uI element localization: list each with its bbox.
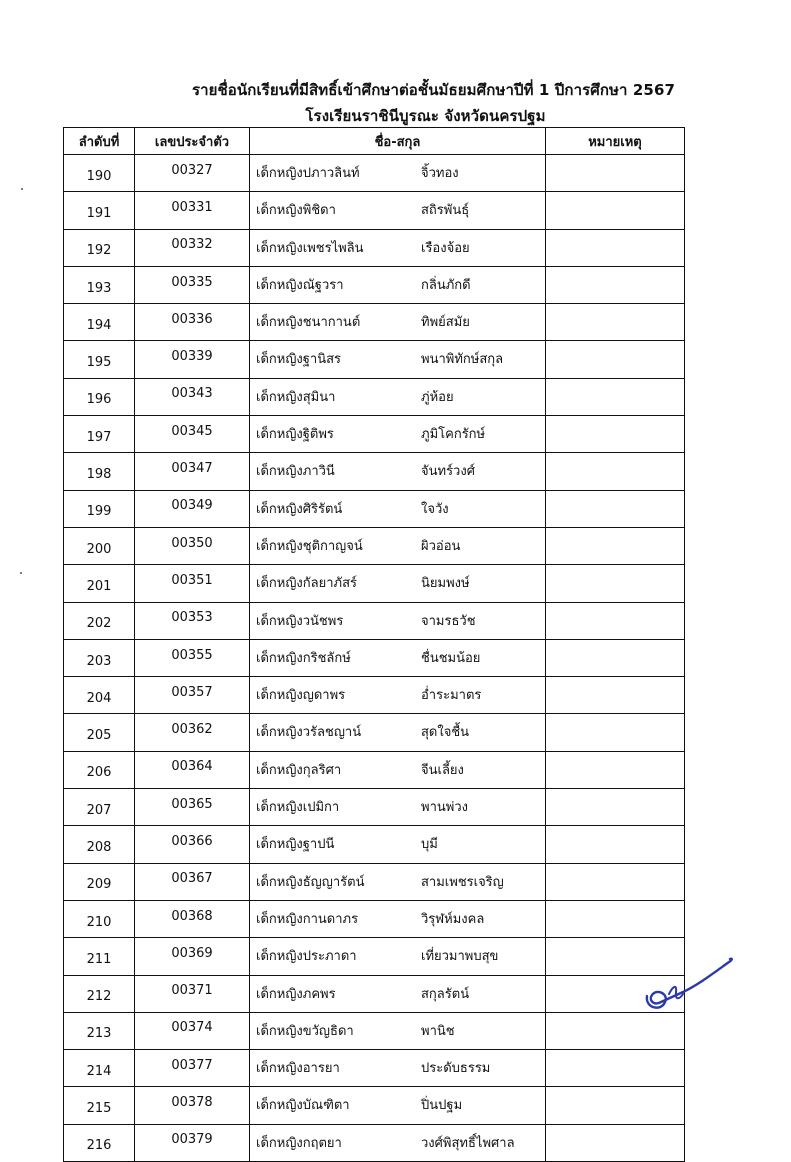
cell-full-name: [250, 155, 546, 192]
table-header-row: [64, 128, 685, 155]
cell-full-name: [250, 789, 546, 826]
cell-remark: [546, 378, 685, 415]
cell-student-id: 00368: [135, 900, 250, 937]
cell-remark: [546, 789, 685, 826]
header-student-id: เลขประจำตัว: [135, 128, 250, 155]
cell-remark: [546, 490, 685, 527]
cell-full-name: [250, 527, 546, 564]
first-name: เด็กหญิงวรัลชญาน์: [256, 725, 362, 741]
cell-student-id: 00366: [135, 826, 250, 863]
table-row: [64, 527, 685, 564]
table-row: [64, 341, 685, 378]
table-row: [64, 1087, 685, 1124]
cell-order-number: 204: [64, 677, 135, 714]
first-name: เด็กหญิงภคพร: [256, 986, 336, 1002]
cell-full-name: [250, 1050, 546, 1087]
first-name: เด็กหญิงกานดาภร: [256, 911, 359, 927]
last-name: พานิช: [421, 1023, 455, 1039]
first-name: เด็กหญิงกุลริศา: [256, 762, 342, 778]
cell-student-id: 00379: [135, 1124, 250, 1161]
document-title: รายชื่อนักเรียนที่มีสิทธิ์เข้าศึกษาต่อชั้นมัธยมศึกษาปีที่ 1 ปีการศึกษา 2567: [191, 81, 676, 99]
cell-full-name: [250, 304, 546, 341]
cell-order-number: 197: [64, 416, 135, 453]
scan-speck: [21, 188, 23, 190]
first-name: เด็กหญิงธัญญารัตน์: [256, 874, 365, 890]
first-name: เด็กหญิงปภาวลินท์: [256, 166, 360, 181]
table-row: [64, 490, 685, 527]
table-row: [64, 789, 685, 826]
first-name: เด็กหญิงสุมินา: [256, 389, 336, 405]
first-name: เด็กหญิงวนัชพร: [256, 613, 344, 629]
cell-full-name: [250, 602, 546, 639]
table-row: [64, 639, 685, 676]
cell-order-number: 208: [64, 826, 135, 863]
last-name: สกุลรัตน์: [421, 986, 470, 1002]
cell-student-id: 00339: [135, 341, 250, 378]
cell-order-number: 201: [64, 565, 135, 602]
cell-remark: [546, 453, 685, 490]
cell-student-id: 00335: [135, 266, 250, 303]
first-name: เด็กหญิงกริชลักษ์: [256, 650, 351, 666]
first-name: เด็กหญิงกฤตยา: [256, 1135, 342, 1151]
table-row: [64, 1012, 685, 1049]
cell-remark: [546, 527, 685, 564]
cell-remark: [546, 863, 685, 900]
cell-remark: [546, 714, 685, 751]
table-row: [64, 751, 685, 788]
cell-order-number: 214: [64, 1050, 135, 1087]
last-name: อ่ำระมาตร: [421, 688, 482, 704]
header-remark: หมายเหตุ: [546, 128, 685, 155]
cell-order-number: 212: [64, 975, 135, 1012]
handwritten-signature: [643, 950, 738, 1015]
cell-remark: [546, 1087, 685, 1124]
roster-body: [64, 155, 685, 1162]
cell-remark: [546, 341, 685, 378]
cell-remark: [546, 416, 685, 453]
table-row: [64, 714, 685, 751]
cell-full-name: [250, 490, 546, 527]
cell-student-id: 00365: [135, 789, 250, 826]
first-name: เด็กหญิงขวัญธิดา: [256, 1023, 354, 1039]
last-name: บุมี: [421, 837, 438, 853]
cell-order-number: 200: [64, 527, 135, 564]
first-name: เด็กหญิงฐาปนี: [256, 837, 335, 853]
cell-remark: [546, 229, 685, 266]
cell-order-number: 210: [64, 900, 135, 937]
cell-full-name: [250, 751, 546, 788]
last-name: กลิ่นภักดี: [421, 277, 471, 293]
first-name: เด็กหญิงณัฐวรา: [256, 277, 344, 293]
cell-student-id: 00378: [135, 1087, 250, 1124]
cell-full-name: [250, 378, 546, 415]
cell-student-id: 00349: [135, 490, 250, 527]
table-row: [64, 826, 685, 863]
first-name: เด็กหญิงประภาดา: [256, 949, 357, 965]
first-name: เด็กหญิงศิริรัตน์: [256, 501, 343, 517]
table-row: [64, 938, 685, 975]
cell-full-name: [250, 1012, 546, 1049]
table-row: [64, 304, 685, 341]
cell-order-number: 190: [64, 155, 135, 192]
cell-remark: [546, 900, 685, 937]
last-name: จันทร์วงศ์: [421, 464, 475, 480]
last-name: ใจวัง: [421, 501, 449, 517]
cell-order-number: 198: [64, 453, 135, 490]
table-row: [64, 565, 685, 602]
last-name: เที่ยวมาพบสุข: [421, 949, 499, 965]
cell-student-id: 00347: [135, 453, 250, 490]
cell-order-number: 194: [64, 304, 135, 341]
last-name: จีนเลี้ยง: [421, 762, 464, 778]
table-row: [64, 602, 685, 639]
cell-student-id: 00351: [135, 565, 250, 602]
last-name: ภูมิโคกรักษ์: [421, 427, 486, 443]
cell-full-name: [250, 565, 546, 602]
cell-remark: [546, 266, 685, 303]
first-name: เด็กหญิงชุติกาญจน์: [256, 538, 363, 554]
table-row: [64, 155, 685, 192]
cell-student-id: 00350: [135, 527, 250, 564]
scan-speck: [20, 572, 22, 574]
cell-order-number: 207: [64, 789, 135, 826]
last-name: เรืองจ้อย: [421, 240, 470, 256]
cell-full-name: [250, 938, 546, 975]
cell-order-number: 191: [64, 192, 135, 229]
document-subtitle: โรงเรียนราชินีบูรณะ จังหวัดนครปฐม: [305, 107, 546, 125]
cell-student-id: 00345: [135, 416, 250, 453]
cell-order-number: 215: [64, 1087, 135, 1124]
cell-order-number: 196: [64, 378, 135, 415]
cell-full-name: [250, 229, 546, 266]
student-roster-table: [63, 127, 685, 1162]
cell-student-id: 00336: [135, 304, 250, 341]
cell-full-name: [250, 192, 546, 229]
table-row: [64, 1124, 685, 1161]
table-row: [64, 229, 685, 266]
first-name: เด็กหญิงกัลยาภัสร์: [256, 576, 357, 592]
cell-student-id: 00377: [135, 1050, 250, 1087]
last-name: วงศ์พิสุทธิ์ไพศาล: [421, 1135, 515, 1151]
first-name: เด็กหญิงพิชิดา: [256, 203, 336, 219]
cell-order-number: 211: [64, 938, 135, 975]
last-name: จามรธวัช: [421, 613, 476, 629]
last-name: สุดใจชื้น: [421, 725, 470, 741]
cell-student-id: 00369: [135, 938, 250, 975]
cell-order-number: 199: [64, 490, 135, 527]
cell-order-number: 195: [64, 341, 135, 378]
first-name: เด็กหญิงบัณฑิตา: [256, 1098, 350, 1114]
table-row: [64, 453, 685, 490]
table-row: [64, 863, 685, 900]
table-row: [64, 975, 685, 1012]
cell-full-name: [250, 900, 546, 937]
last-name: พานพ่วง: [421, 800, 468, 816]
cell-student-id: 00357: [135, 677, 250, 714]
cell-order-number: 209: [64, 863, 135, 900]
last-name: สามเพชรเจริญ: [421, 874, 504, 890]
first-name: เด็กหญิงฐิติพร: [256, 427, 334, 443]
cell-remark: [546, 1012, 685, 1049]
cell-remark: [546, 602, 685, 639]
cell-student-id: 00362: [135, 714, 250, 751]
first-name: เด็กหญิงภาวินี: [256, 464, 335, 480]
last-name: ภู่ห้อย: [421, 389, 454, 405]
cell-full-name: [250, 863, 546, 900]
cell-student-id: 00353: [135, 602, 250, 639]
cell-remark: [546, 751, 685, 788]
cell-order-number: 203: [64, 639, 135, 676]
cell-full-name: [250, 1087, 546, 1124]
cell-student-id: 00367: [135, 863, 250, 900]
cell-full-name: [250, 714, 546, 751]
first-name: เด็กหญิงเปมิกา: [256, 800, 340, 816]
cell-full-name: [250, 341, 546, 378]
cell-remark: [546, 826, 685, 863]
cell-order-number: 205: [64, 714, 135, 751]
cell-remark: [546, 155, 685, 192]
cell-remark: [546, 192, 685, 229]
cell-student-id: 00331: [135, 192, 250, 229]
last-name: ชื่นชมน้อย: [421, 650, 481, 666]
last-name: ทิพย์สมัย: [421, 315, 470, 331]
cell-order-number: 213: [64, 1012, 135, 1049]
table-row: [64, 1050, 685, 1087]
cell-order-number: 202: [64, 602, 135, 639]
cell-student-id: 00364: [135, 751, 250, 788]
table-row: [64, 677, 685, 714]
cell-full-name: [250, 639, 546, 676]
cell-remark: [546, 639, 685, 676]
cell-student-id: 00332: [135, 229, 250, 266]
last-name: วิรุฬห์มงคล: [421, 911, 485, 927]
last-name: ปิ่นปฐม: [421, 1098, 463, 1114]
cell-student-id: 00374: [135, 1012, 250, 1049]
last-name: นิยมพงษ์: [421, 576, 470, 592]
cell-remark: [546, 1050, 685, 1087]
cell-full-name: [250, 1124, 546, 1161]
cell-order-number: 192: [64, 229, 135, 266]
cell-full-name: [250, 453, 546, 490]
cell-order-number: 193: [64, 266, 135, 303]
last-name: ผิวอ่อน: [421, 538, 461, 554]
table-row: [64, 900, 685, 937]
first-name: เด็กหญิงอารยา: [256, 1061, 340, 1077]
cell-student-id: 00371: [135, 975, 250, 1012]
cell-remark: [546, 565, 685, 602]
first-name: เด็กหญิงชนากานต์: [256, 315, 361, 331]
cell-order-number: 216: [64, 1124, 135, 1161]
cell-full-name: [250, 975, 546, 1012]
last-name: สถิรพันธุ์: [421, 203, 470, 219]
first-name: เด็กหญิงเพชรไพลิน: [256, 240, 364, 256]
table-row: [64, 378, 685, 415]
header-full-name: ชื่อ-สกุล: [250, 128, 546, 155]
last-name: ประดับธรรม: [421, 1061, 491, 1077]
cell-order-number: 206: [64, 751, 135, 788]
header-order-number: ลำดับที่: [64, 128, 135, 155]
first-name: เด็กหญิงฐานิสร: [256, 352, 342, 368]
cell-full-name: [250, 826, 546, 863]
first-name: เด็กหญิงญดาพร: [256, 688, 346, 704]
cell-full-name: [250, 677, 546, 714]
cell-remark: [546, 1124, 685, 1161]
cell-student-id: 00343: [135, 378, 250, 415]
cell-student-id: 00355: [135, 639, 250, 676]
last-name: พนาพิทักษ์สกุล: [421, 352, 504, 368]
last-name: จิ้วทอง: [421, 166, 459, 181]
cell-full-name: [250, 416, 546, 453]
cell-remark: [546, 677, 685, 714]
cell-remark: [546, 304, 685, 341]
cell-student-id: 00327: [135, 155, 250, 192]
table-row: [64, 266, 685, 303]
table-row: [64, 192, 685, 229]
cell-full-name: [250, 266, 546, 303]
table-row: [64, 416, 685, 453]
